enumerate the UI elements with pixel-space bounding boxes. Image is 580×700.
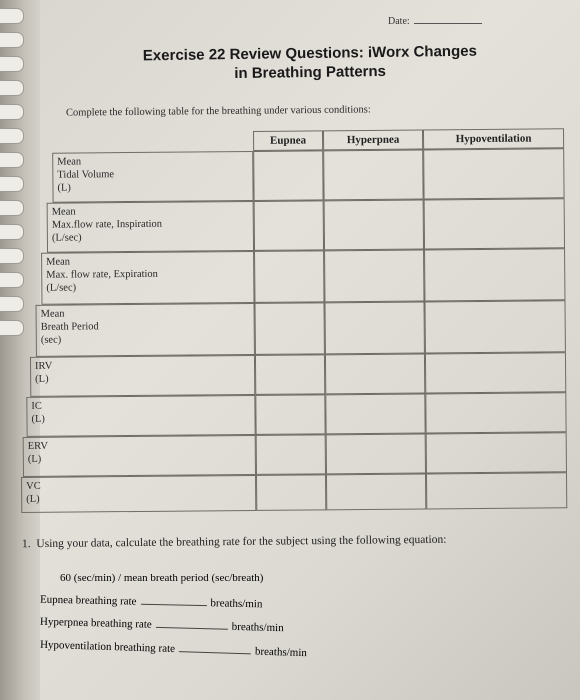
table-cell[interactable] <box>423 148 564 199</box>
header-hyperpnea: Hyperpnea <box>323 129 423 150</box>
table-cell[interactable] <box>254 200 324 251</box>
table-cell[interactable] <box>426 472 567 509</box>
instructions: Complete the following table for the breathing under various conditions: <box>65 104 371 119</box>
date-blank[interactable] <box>414 14 482 24</box>
answer-blank[interactable] <box>156 617 228 630</box>
table-cell[interactable] <box>324 249 424 302</box>
answer-line <box>40 592 263 611</box>
binding-ring <box>0 80 24 96</box>
table-cell[interactable] <box>253 150 323 201</box>
row-label: Mean Breath Period (sec) <box>36 303 255 357</box>
table-cell[interactable] <box>255 354 325 395</box>
table-cell[interactable] <box>323 149 423 200</box>
binding-ring <box>0 56 24 72</box>
table-cell[interactable] <box>256 474 326 511</box>
question-number: 1. <box>21 538 31 551</box>
answer-unit: breaths/min <box>210 597 263 611</box>
answer-line <box>40 614 284 634</box>
row-label: Mean Max. flow rate, Expiration (L/sec) <box>41 251 254 305</box>
answer-blank[interactable] <box>140 594 206 606</box>
answer-line <box>40 637 307 659</box>
answer-label: Hypoventilation breathing rate <box>39 638 176 656</box>
question-section <box>22 532 446 552</box>
binding-ring <box>0 32 24 48</box>
answer-unit: breaths/min <box>254 645 308 660</box>
row-label: Mean Tidal Volume (L) <box>52 151 253 203</box>
table-cell[interactable] <box>425 352 566 393</box>
row-label: VC (L) <box>21 475 256 513</box>
header-eupnea: Eupnea <box>253 130 323 151</box>
table-cell[interactable] <box>326 433 426 474</box>
table-cell[interactable] <box>254 302 324 355</box>
title-line-2: in Breathing Patterns <box>234 62 387 83</box>
table-cell[interactable] <box>426 432 567 473</box>
question-1 <box>22 530 447 554</box>
question-text: Using your data, calculate the breathing rate for the subject using the following equation: <box>36 533 447 551</box>
table-cell[interactable] <box>254 250 324 303</box>
page-title <box>100 41 520 85</box>
breathing-table <box>18 128 567 513</box>
table-cell[interactable] <box>424 300 565 353</box>
row-label: ERV (L) <box>23 435 256 477</box>
equation: 60 (sec/min) / mean breath period (sec/breath) <box>60 572 264 584</box>
date-field <box>388 14 482 27</box>
row-label: Mean Max.flow rate, Inspiration (L/sec) <box>47 201 254 253</box>
header-hypoventilation: Hypoventilation <box>423 128 564 149</box>
answer-blank[interactable] <box>179 641 251 654</box>
table-cell[interactable] <box>256 434 326 475</box>
table-cell[interactable] <box>324 199 424 250</box>
table-cell[interactable] <box>255 394 325 435</box>
table-cell[interactable] <box>424 248 565 301</box>
title-line-1: Exercise 22 Review Questions: iWorx Changes <box>142 42 477 65</box>
answer-label: Eupnea breathing rate <box>39 593 137 608</box>
table-cell[interactable] <box>424 198 565 249</box>
answer-label: Hyperpnea breathing rate <box>39 615 152 631</box>
table-cell[interactable] <box>325 353 425 394</box>
table-cell[interactable] <box>325 393 425 434</box>
answer-unit: breaths/min <box>231 620 284 635</box>
date-label: Date: <box>388 16 410 27</box>
row-label: IC (L) <box>26 395 255 437</box>
table-cell[interactable] <box>425 392 566 433</box>
binding-ring <box>0 8 24 24</box>
binding-ring <box>0 104 24 120</box>
table-cell[interactable] <box>326 473 426 510</box>
table-cell[interactable] <box>324 301 424 354</box>
row-label: IRV (L) <box>30 355 255 397</box>
